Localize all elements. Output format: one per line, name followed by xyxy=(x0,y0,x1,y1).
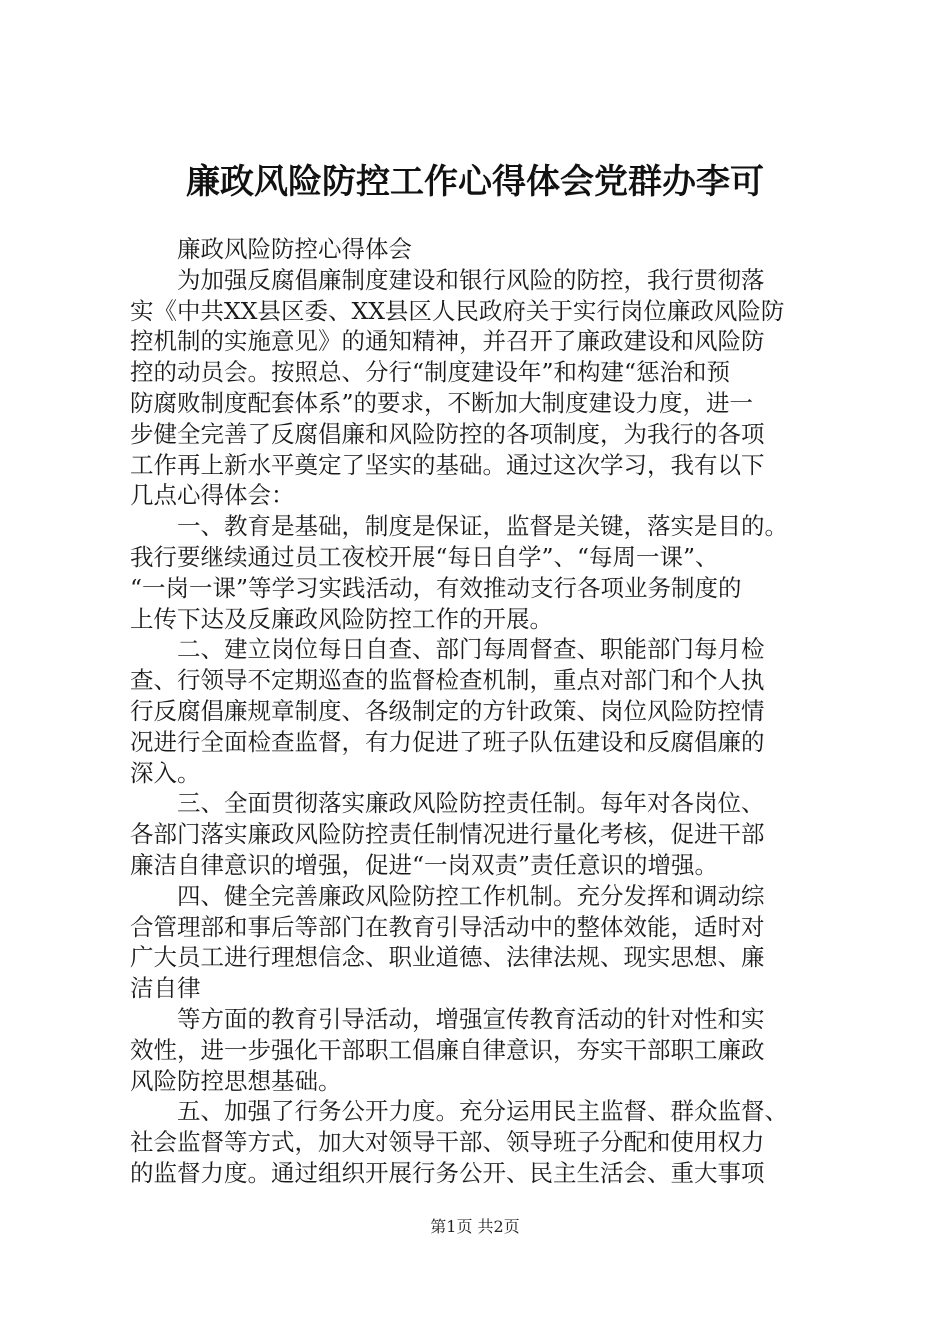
text-line: 合管理部和事后等部门在教育引导活动中的整体效能，适时对 xyxy=(130,912,765,941)
text-line: 为加强反腐倡廉制度建设和银行风险的防控，我行贯彻落 xyxy=(130,265,765,294)
text-line: 各部门落实廉政风险防控责任制情况进行量化考核，促进干部 xyxy=(130,820,765,849)
document-title: 廉政风险防控工作心得体会党群办李可 xyxy=(186,162,764,202)
text-line: 广大员工进行理想信念、职业道德、法律法规、现实思想、廉 xyxy=(130,943,765,972)
text-line: 我行要继续通过员工夜校开展“每日自学”、“每周一课”、 xyxy=(130,542,719,571)
text-line: 实《中共XX县区委、XX县区人民政府关于实行岗位廉政风险防 xyxy=(130,296,785,325)
text-line: 等方面的教育引导活动，增强宣传教育活动的针对性和实 xyxy=(130,1004,765,1033)
text-line: 五、加强了行务公开力度。充分运用民主监督、群众监督、 xyxy=(130,1097,788,1126)
text-line: 控机制的实施意见》的通知精神，并召开了廉政建设和风险防 xyxy=(130,327,765,356)
page-footer: 第1页 共2页 xyxy=(430,1217,520,1236)
text-line: 查、行领导不定期巡查的监督检查机制，重点对部门和个人执 xyxy=(130,666,765,695)
text-line: 况进行全面检查监督，有力促进了班子队伍建设和反腐倡廉的 xyxy=(130,727,765,756)
text-line: “一岗一课”等学习实践活动，有效推动支行各项业务制度的 xyxy=(130,573,742,602)
text-line: 社会监督等方式，加大对领导干部、领导班子分配和使用权力 xyxy=(130,1128,765,1157)
text-line: 几点心得体会： xyxy=(130,481,295,510)
text-line: 控的动员会。按照总、分行“制度建设年”和构建“惩治和预 xyxy=(130,358,731,387)
text-line: 风险防控思想基础。 xyxy=(130,1066,342,1095)
text-line: 上传下达及反廉政风险防控工作的开展。 xyxy=(130,604,553,633)
text-line: 的监督力度。通过组织开展行务公开、民主生活会、重大事项 xyxy=(130,1158,765,1187)
text-line: 四、健全完善廉政风险防控工作机制。充分发挥和调动综 xyxy=(130,881,765,910)
text-line: 深入。 xyxy=(130,758,201,787)
text-line: 步健全完善了反腐倡廉和风险防控的各项制度，为我行的各项 xyxy=(130,419,765,448)
text-line: 工作再上新水平奠定了坚实的基础。通过这次学习，我有以下 xyxy=(130,450,765,479)
text-line: 洁自律 xyxy=(130,974,201,1003)
document-body xyxy=(130,234,830,1189)
text-line: 防腐败制度配套体系”的要求，不断加大制度建设力度，进一 xyxy=(130,388,754,417)
text-line: 效性，进一步强化干部职工倡廉自律意识，夯实干部职工廉政 xyxy=(130,1035,765,1064)
text-line: 一、教育是基础，制度是保证，监督是关键，落实是目的。 xyxy=(130,512,788,541)
text-line: 行反腐倡廉规章制度、各级制定的方针政策、岗位风险防控情 xyxy=(130,696,765,725)
text-line: 二、建立岗位每日自查、部门每周督查、职能部门每月检 xyxy=(130,635,765,664)
text-line: 廉政风险防控心得体会 xyxy=(130,235,412,263)
text-line: 三、全面贯彻落实廉政风险防控责任制。每年对各岗位、 xyxy=(130,789,765,818)
text-line: 廉洁自律意识的增强，促进“一岗双责”责任意识的增强。 xyxy=(130,850,719,879)
